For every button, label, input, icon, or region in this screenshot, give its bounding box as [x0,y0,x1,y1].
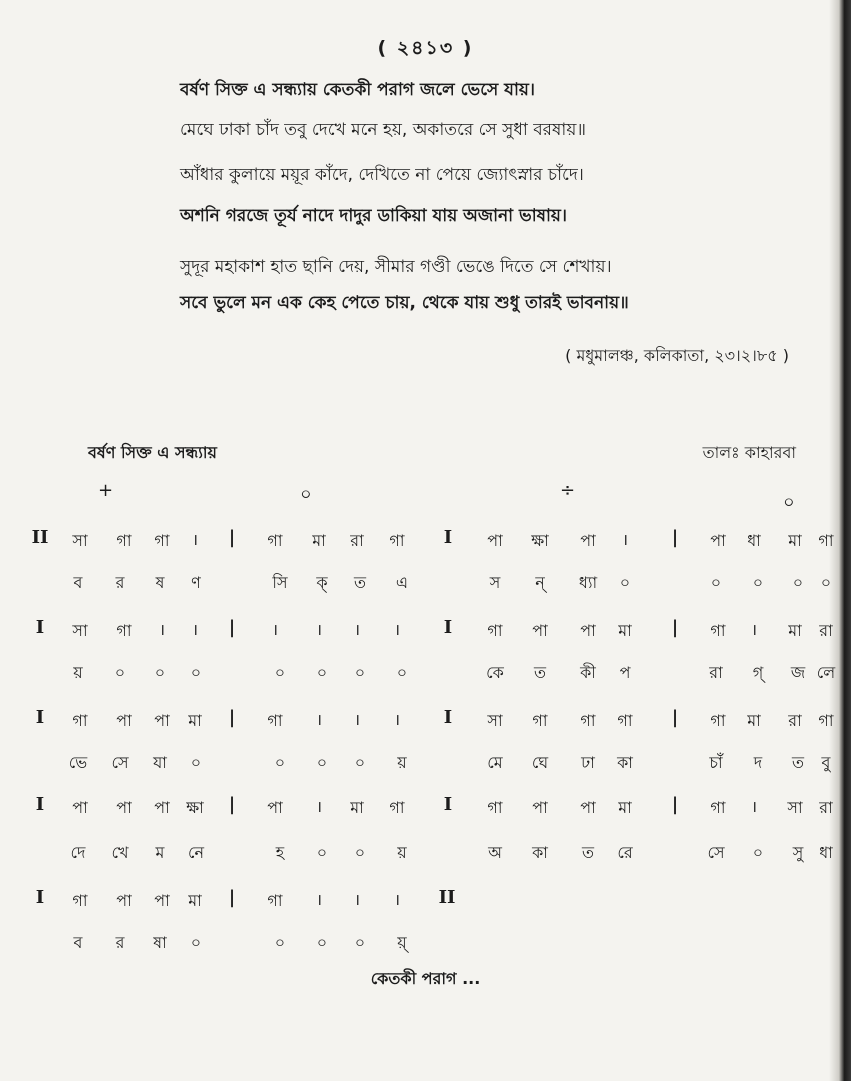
swara-note: । [393,620,401,639]
page-number: ( ২৪১৩ ) [377,37,474,59]
bani-syllable: য় [397,843,407,862]
bani-syllable: ০ [396,663,408,682]
swara-note: । [315,797,323,816]
bar-line: | [671,617,679,638]
poem-line-1: বর্ষণ সিক্ত এ সন্ধ্যায় কেতকী পরাগ জলে ভেসে যায়। [180,80,535,100]
bar-line: | [671,527,679,548]
swara-note: গা [710,711,726,730]
swara-note: গা [532,711,548,730]
swara-note: মা [747,711,761,730]
bar-line: I [35,617,45,638]
bani-row [0,930,851,960]
bani-syllable: ০ [316,843,328,862]
bar-line: | [671,794,679,815]
bani-syllable: র [115,573,125,592]
swara-note: মা [788,621,802,640]
bani-syllable: দ [753,753,763,772]
swara-note: সা [72,621,88,640]
swara-note: । [750,620,758,639]
bani-syllable: বু [821,753,831,772]
bani-syllable: প [619,663,631,682]
swara-note: পা [580,798,596,817]
bani-syllable: ন্ [535,573,545,592]
swara-row [0,528,851,558]
bani-syllable: ০ [190,933,202,952]
swara-note: ধা [747,531,761,550]
bani-syllable: কী [580,663,596,682]
poem-line-3: আঁধার কুলায়ে ময়ূর কাঁদে, দেখিতে না পেয়ে জ্যোৎস্নার চাঁদে। [180,165,584,185]
swara-row [0,618,851,648]
swara-note: গা [389,798,405,817]
bani-syllable: ০ [190,663,202,682]
bani-syllable: ০ [190,753,202,772]
bani-syllable: ত [353,573,367,592]
bani-syllable: ০ [792,573,804,592]
swara-note: গা [72,891,88,910]
poem-line-5: সুদূর মহাকাশ হাত ছানি দেয়, সীমার গণ্ডী ভেঙে দিতে সে শেখায়। [180,257,612,277]
bani-syllable: নে [187,843,205,862]
swara-note: । [191,620,199,639]
swara-note: রা [788,711,802,730]
swara-note: মা [788,531,802,550]
bani-syllable: ০ [114,663,126,682]
bar-line: I [35,887,45,908]
bar-line: | [228,794,236,815]
swara-note: সা [72,531,88,550]
swara-note: ক্ষা [531,531,549,550]
swara-note: গা [389,531,405,550]
bar-line: I [35,707,45,728]
bani-syllable: ০ [354,753,366,772]
beat-mark-sam: + [98,480,114,501]
swara-note: গা [154,531,170,550]
bani-syllable: কে [486,663,504,682]
bani-syllable: ষা [153,933,167,952]
bani-syllable: ০ [752,843,764,862]
swara-note: পা [580,621,596,640]
bani-syllable: ০ [354,933,366,952]
swara-note: পা [267,798,283,817]
bani-syllable: লে [816,663,836,682]
bani-syllable: হ [275,843,285,862]
bani-syllable: সে [707,843,725,862]
swara-note: । [315,710,323,729]
swara-note: গা [487,798,503,817]
swara-note: পা [116,798,132,817]
bani-syllable: ণ [191,573,201,592]
bani-syllable: য় [397,753,407,772]
bani-syllable: রে [617,843,633,862]
bani-syllable: ০ [274,663,286,682]
swara-note: পা [72,798,88,817]
swara-note: রা [350,531,364,550]
poem-line-6: সবে ভুলে মন এক কেহ পেতে চায়, থেকে যায় শুধু তারই ভাবনায়॥ [180,293,629,313]
bani-row [0,660,851,690]
swara-note: । [353,620,361,639]
bani-syllable: ০ [619,573,631,592]
swara-note: গা [580,711,596,730]
swara-note: ক্ষা [186,798,204,817]
bar-line: | [228,887,236,908]
swara-row [0,708,851,738]
beat-mark-khali-2: ০ [783,492,795,513]
swara-note: গা [116,531,132,550]
bani-syllable: দে [70,843,86,862]
swara-note: সা [487,711,503,730]
swara-note: । [315,890,323,909]
bani-syllable: জ [790,663,806,682]
bani-syllable: ম [155,843,165,862]
swara-note: গা [267,531,283,550]
bani-syllable: সে [111,753,129,772]
bani-syllable: ধ্যা [578,573,598,592]
bani-syllable: ত [581,843,595,862]
taal-label: তালঃ কাহারবা [702,443,796,462]
bani-row [0,840,851,870]
bani-syllable: ধা [819,843,833,862]
bani-syllable: চাঁ [709,753,723,772]
swara-note: । [271,620,279,639]
bani-syllable: ০ [316,753,328,772]
swara-note: গা [72,711,88,730]
bani-syllable: সু [792,843,804,862]
swara-note: গা [487,621,503,640]
bani-syllable: মে [487,753,503,772]
bani-syllable: কা [532,843,548,862]
swara-row [0,795,851,825]
swara-note: পা [154,711,170,730]
bani-syllable: ঢা [581,753,595,772]
swara-note: গা [267,891,283,910]
bar-line: I [443,527,453,548]
swara-note: । [158,620,166,639]
bar-line: | [228,707,236,728]
bani-syllable: ০ [354,843,366,862]
bani-syllable: সি [272,573,288,592]
bani-syllable: ০ [316,933,328,952]
swara-note: গা [710,798,726,817]
swara-row [0,888,851,918]
swara-note: গা [267,711,283,730]
swara-note: মা [618,621,632,640]
bar-line: I [35,794,45,815]
bani-syllable: য় [73,663,83,682]
swara-note: পা [532,798,548,817]
bani-syllable: ত [533,663,547,682]
swara-note: পা [154,798,170,817]
swara-note: । [353,710,361,729]
song-title: বর্ষণ সিক্ত এ সন্ধ্যায় [88,443,217,462]
bani-syllable: র [115,933,125,952]
beat-mark-divide: ÷ [560,480,576,501]
swara-note: গা [116,621,132,640]
swara-note: মা [312,531,326,550]
bar-line: | [228,527,236,548]
swara-note: গা [818,711,834,730]
bani-syllable: ঘে [531,753,549,772]
swara-note: । [353,890,361,909]
swara-note: মা [188,711,202,730]
bar-line: I [443,707,453,728]
swara-note: গা [617,711,633,730]
coda-text: কেতকী পরাগ ... [370,969,481,988]
swara-note: । [750,797,758,816]
bani-syllable: ০ [710,573,722,592]
swara-note: পা [116,711,132,730]
swara-note: সা [787,798,803,817]
bani-syllable: ব [73,573,83,592]
swara-note: পা [154,891,170,910]
bani-syllable: ০ [316,663,328,682]
bani-syllable: য়্ [397,933,407,952]
bani-syllable: রা [709,663,723,682]
bani-syllable: গ্ [752,663,764,682]
bani-syllable: কা [617,753,633,772]
bani-syllable: ০ [752,573,764,592]
swara-note: রা [819,621,833,640]
bani-syllable: অ [488,843,502,862]
bani-syllable: ০ [274,933,286,952]
swara-note: গা [818,531,834,550]
poem-line-4: অশনি গরজে তূর্য নাদে দাদুর ডাকিয়া যায় অজানা ভাষায়। [180,206,568,226]
bani-syllable: এ [395,573,409,592]
swara-note: পা [710,531,726,550]
swara-note: মা [618,798,632,817]
bar-line: | [228,617,236,638]
swara-note: । [393,710,401,729]
bani-syllable: ০ [820,573,832,592]
source-citation: ( মধুমালঞ্চ, কলিকাতা, ২৩।২।৮৫ ) [565,346,789,365]
bani-syllable: ক্ [316,573,328,592]
swara-note: রা [819,798,833,817]
bani-syllable: ত [791,753,805,772]
swara-note: পা [532,621,548,640]
swara-note: মা [188,891,202,910]
bani-syllable: স [489,573,501,592]
swara-note: মা [350,798,364,817]
bar-line: I [443,617,453,638]
swara-note: । [393,890,401,909]
bani-syllable: ষ [155,573,165,592]
bani-syllable: ০ [274,753,286,772]
bar-line: II [438,887,456,908]
bar-line: I [443,794,453,815]
swara-note: । [621,530,629,549]
bani-syllable: খে [111,843,129,862]
bar-line: II [31,527,49,548]
bani-syllable: যা [153,753,167,772]
swara-note: গা [710,621,726,640]
swara-note: পা [116,891,132,910]
bani-row [0,570,851,600]
bani-syllable: ভে [68,753,88,772]
bar-line: | [671,707,679,728]
poem-line-2: মেঘে ঢাকা চাঁদ তবু দেখে মনে হয়, অকাতরে সে সুধা বরষায়॥ [180,120,586,140]
bani-syllable: ব [73,933,83,952]
bani-row [0,750,851,780]
swara-note: । [191,530,199,549]
swara-note: পা [580,531,596,550]
swara-note: । [315,620,323,639]
beat-mark-khali-1: ০ [300,484,312,505]
bani-syllable: ০ [354,663,366,682]
swara-note: পা [487,531,503,550]
bani-syllable: ০ [154,663,166,682]
